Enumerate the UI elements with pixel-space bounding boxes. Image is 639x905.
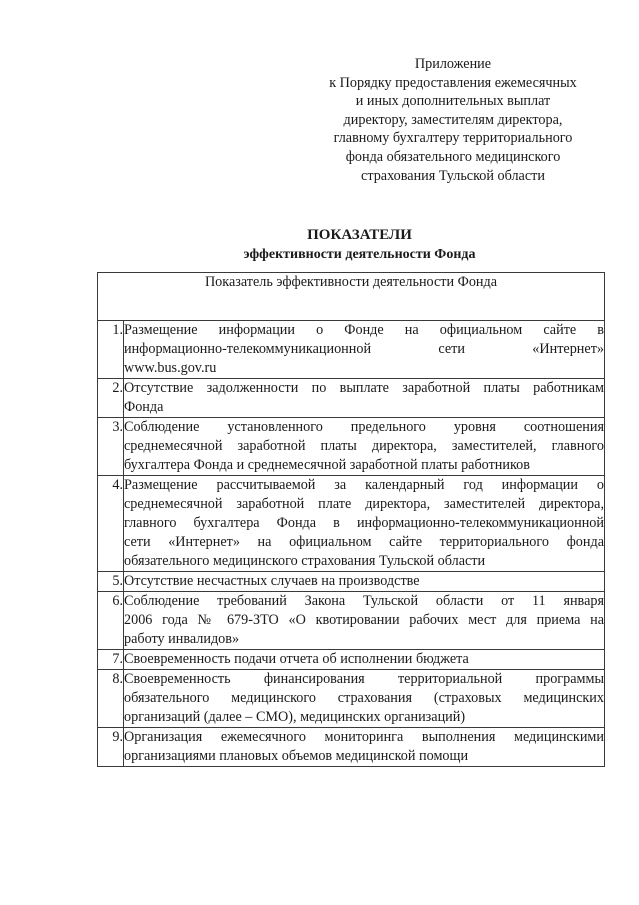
row-number: 3. <box>98 418 124 476</box>
row-number: 6. <box>98 592 124 650</box>
row-text <box>124 728 605 767</box>
appendix-line: директору, заместителям директора, <box>343 111 563 128</box>
row-text <box>124 321 605 379</box>
row-line: Фонда <box>124 399 164 415</box>
row-line: Отсутствие несчастных случаев на производстве <box>124 573 420 589</box>
row-number: 8. <box>98 670 124 728</box>
appendix-line: Приложение <box>414 56 492 72</box>
appendix-line: и иных дополнительных выплат <box>355 93 551 110</box>
appendix-line: страхования Тульской области <box>361 167 545 184</box>
row-number: 2. <box>98 379 124 418</box>
row-line: сети «Интернет» на официальном сайте территориального фонда <box>124 534 604 550</box>
row-line: информационно-телекоммуникационной сети «Интернет» <box>124 341 604 357</box>
row-line: Размещение рассчитываемой за календарный год информации о <box>124 477 604 493</box>
row-line: организациями плановых объемов медицинской помощи <box>124 748 469 764</box>
table-row <box>98 650 605 670</box>
row-line: 2006 года № 679-ЗТО «О квотировании рабочих мест для приема на <box>124 612 604 628</box>
row-line: Отсутствие задолженности по выплате заработной платы работникам <box>124 380 604 396</box>
table-row <box>98 670 605 728</box>
row-text <box>124 379 605 418</box>
row-number: 9. <box>98 728 124 767</box>
table-row <box>98 321 605 379</box>
table-row <box>98 592 605 650</box>
indicators-table <box>97 272 605 767</box>
row-line: главного бухгалтера Фонда в информационно-телекоммуникационной <box>124 515 604 531</box>
row-number: 7. <box>98 650 124 670</box>
row-text <box>124 592 605 650</box>
row-line: обязательного медицинского страхования Тульской области <box>124 553 486 569</box>
appendix-line: к Порядку предоставления ежемесячных <box>329 74 577 91</box>
table-header-cell: Показатель эффективности деятельности Фонда <box>98 273 605 321</box>
document-subtitle: эффективности деятельности Фонда <box>243 247 476 262</box>
row-number: 4. <box>98 476 124 572</box>
appendix-block <box>300 55 606 185</box>
row-line: Соблюдение установленного предельного уровня соотношения <box>124 419 604 435</box>
row-line: Своевременность подачи отчета об исполнении бюджета <box>124 651 469 667</box>
table-header-row <box>98 273 605 321</box>
row-number: 5. <box>98 572 124 592</box>
row-line: среднемесячной заработной платы директора, заместителей, главного <box>124 438 604 454</box>
document-heading <box>0 226 639 264</box>
row-line: www.bus.gov.ru <box>124 360 217 376</box>
row-text <box>124 650 605 670</box>
row-line: Организация ежемесячного мониторинга выполнения медицинскими <box>124 729 604 745</box>
row-line: Соблюдение требований Закона Тульской области от 11 января <box>124 593 604 609</box>
row-line: обязательного медицинского страхования (страховых медицинских <box>124 690 604 706</box>
row-text <box>124 476 605 572</box>
table-row <box>98 572 605 592</box>
row-line: Своевременность финансирования территориальной программы <box>124 671 604 687</box>
appendix-line: фонда обязательного медицинского <box>345 148 561 165</box>
row-text <box>124 670 605 728</box>
table-row <box>98 418 605 476</box>
row-line: Размещение информации о Фонде на официальном сайте в <box>124 322 604 338</box>
row-line: бухгалтера Фонда и среднемесячной заработной платы работников <box>124 457 530 473</box>
table-row <box>98 379 605 418</box>
row-line: среднемесячной заработной плате директора, заместителей директора, <box>124 496 604 512</box>
table-row <box>98 476 605 572</box>
row-text <box>124 572 605 592</box>
row-text <box>124 418 605 476</box>
appendix-line: главному бухгалтеру территориального <box>333 130 573 147</box>
row-number: 1. <box>98 321 124 379</box>
row-line: работу инвалидов» <box>124 631 240 647</box>
table-row <box>98 728 605 767</box>
document-title: ПОКАЗАТЕЛИ <box>307 227 412 243</box>
row-line: организаций (далее – СМО), медицинских организаций) <box>124 709 466 725</box>
